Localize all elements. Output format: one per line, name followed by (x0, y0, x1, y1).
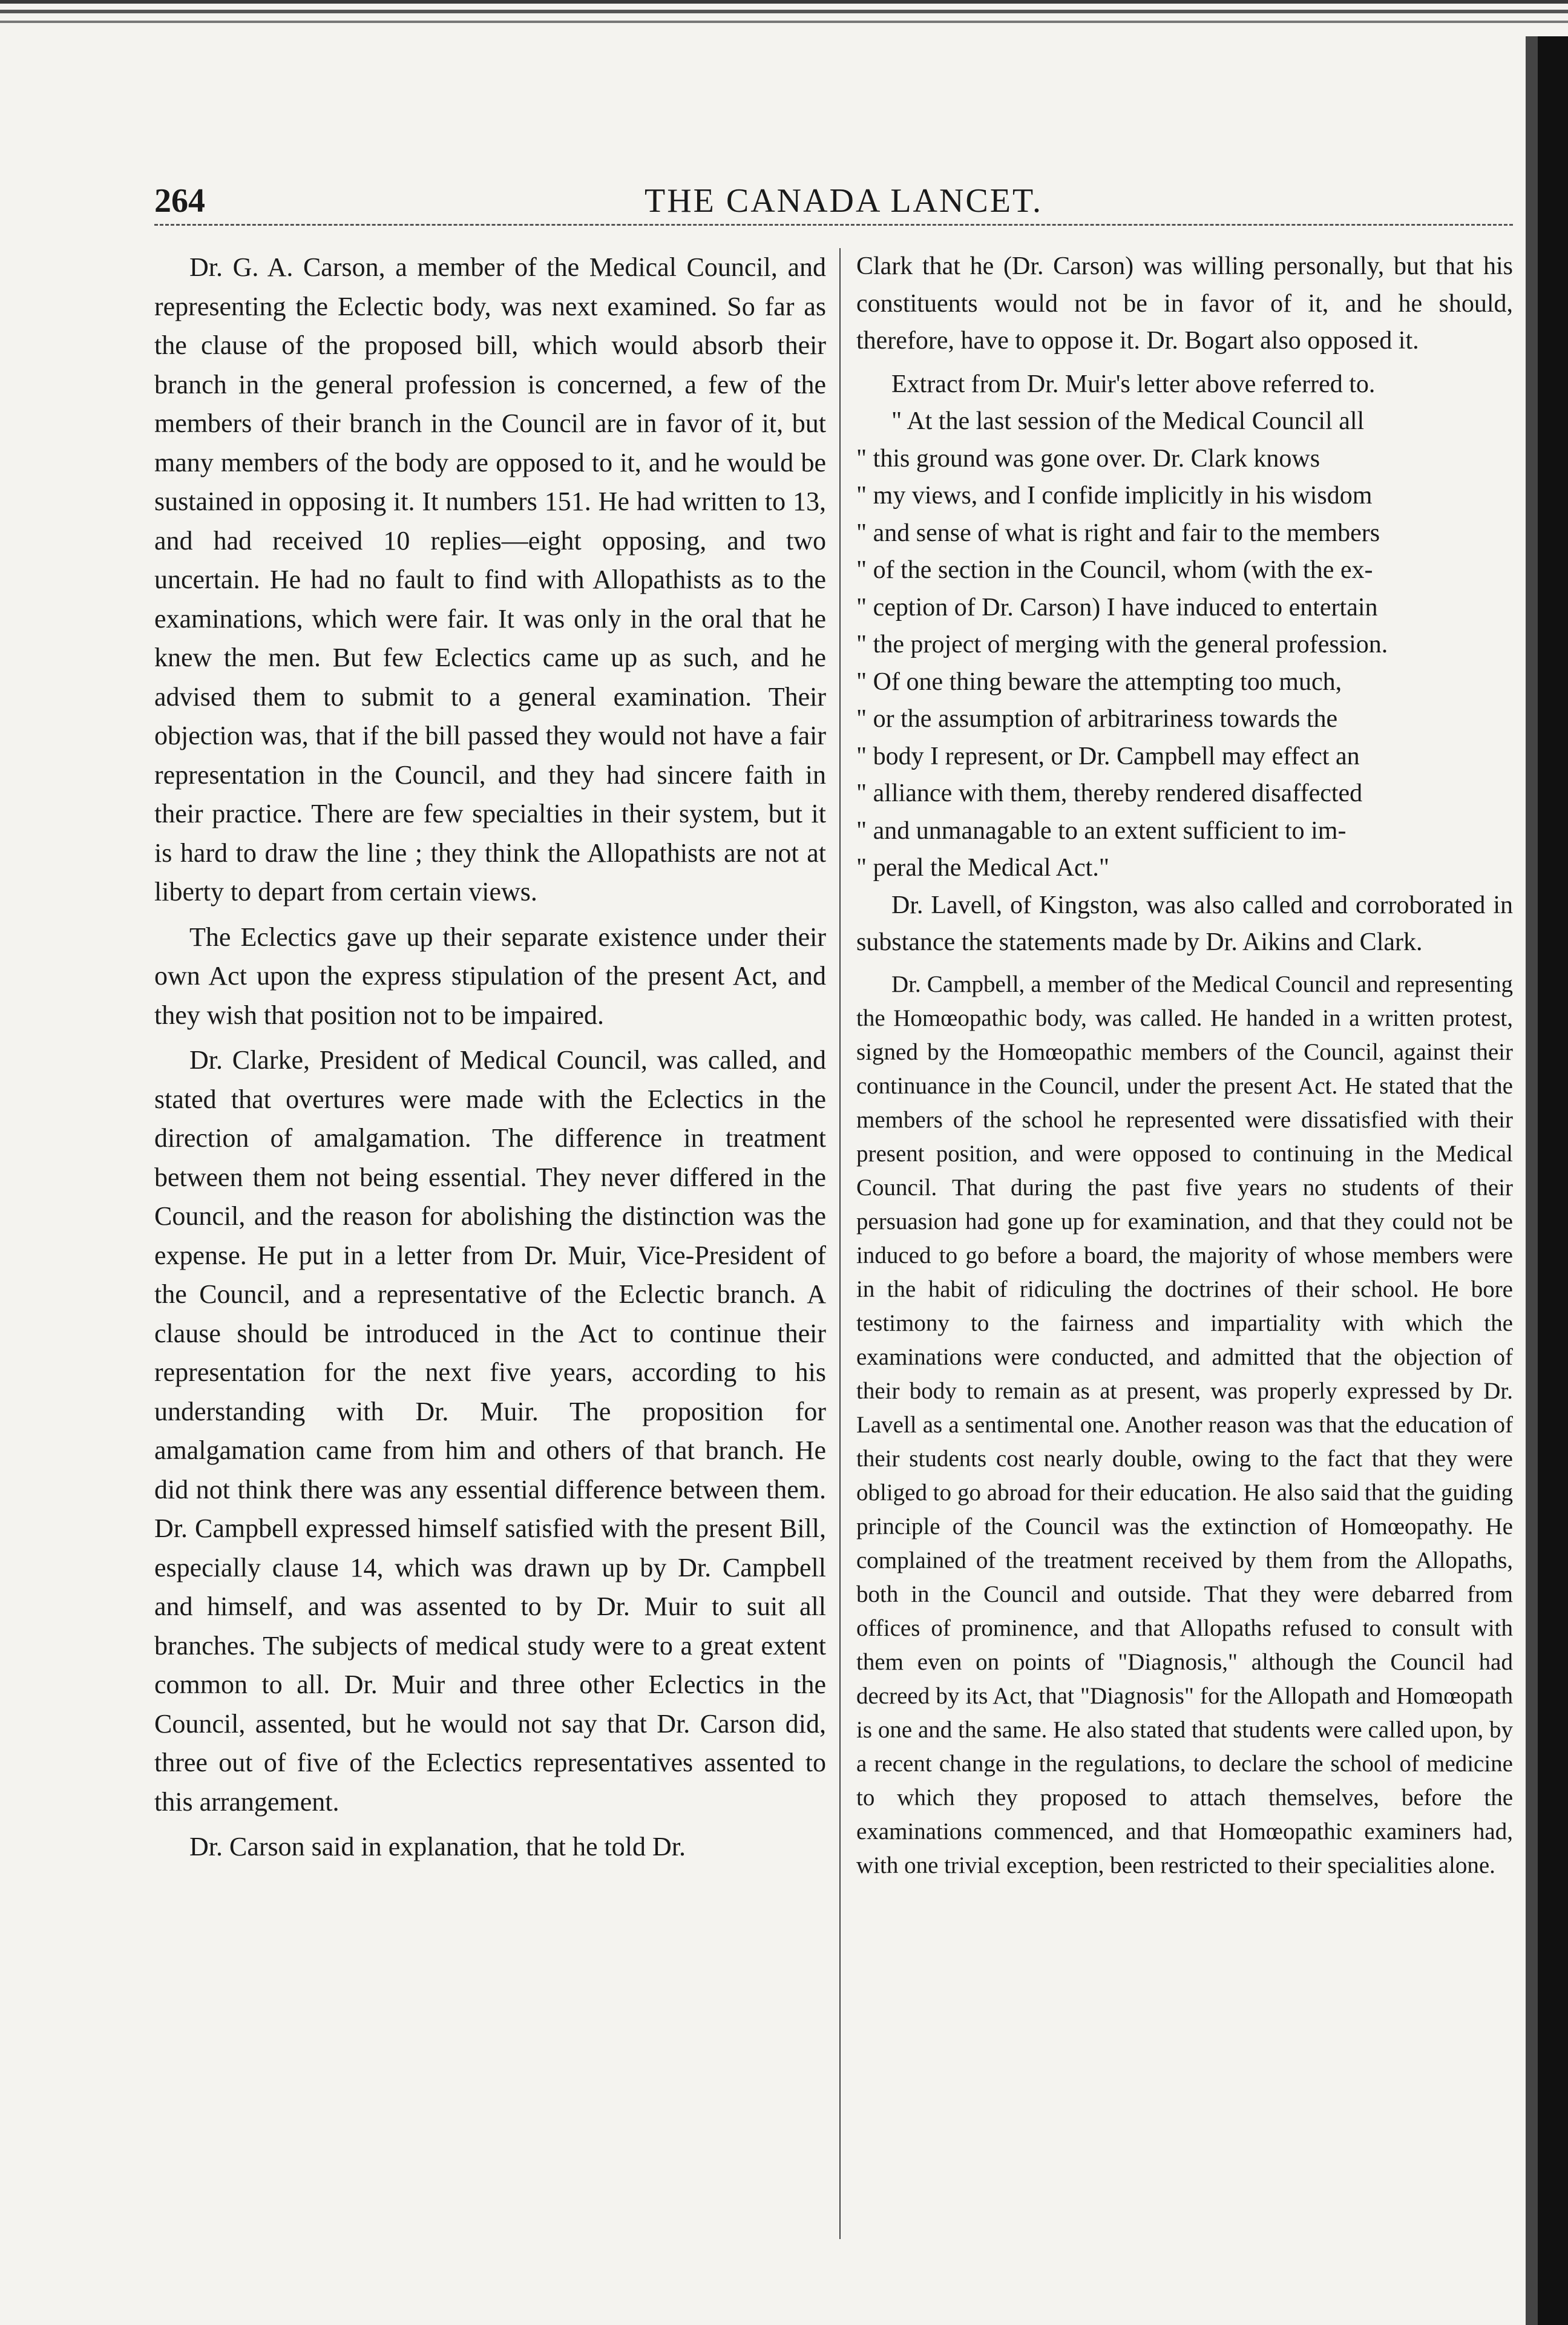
extract-heading: Extract from Dr. Muir's letter above referred to. (891, 370, 1376, 398)
quote-line: " body I represent, or Dr. Campbell may effect an (856, 742, 1360, 770)
quote-line: " my views, and I confide implicitly in his wisdom (856, 482, 1373, 510)
quote-line: " the project of merging with the general profession. (856, 631, 1388, 658)
paragraph-carson-examined: Dr. G. A. Carson, a member of the Medical Council, and representing the Eclectic body, was next examined. So far as the clause of the proposed bill, which would absorb their branch in the general profession is concerned, a few of the members of their branch in the Council are in favor of it, but many members of the body are opposed to it, and he would be sustained in opposing it. It numbers 151. He had written to 13, and had received 10 replies—eight opposing, and two uncertain. He had no fault to find with Allopathists as to the examinations, which were fair. It was only in the oral that he knew the men. But few Eclectics came up as such, and he advised them to submit to a general examination. Their objection was, that if the bill passed they would not have a fair representation in the Council, and they had sincere faith in their practice. There are few specialties in their system, but it is hard to draw the line ; they think the Allopathists are not at liberty to depart from certain views. (154, 252, 826, 907)
paragraph-continuation: Clark that he (Dr. Carson) was willing personally, but that his constituents would not be in favor of it, and he should, therefore, have to oppose it. Dr. Bogart also opposed it. (856, 252, 1513, 355)
quote-line: " peral the Medical Act." (856, 854, 1109, 882)
quote-line: " Of one thing beware the attempting too much, (856, 667, 1342, 696)
muir-letter-quote (856, 403, 1513, 887)
header-rule (154, 224, 1513, 226)
quote-line: " or the assumption of arbitrariness towards the (856, 705, 1338, 733)
quote-line: " ception of Dr. Carson) I have induced to entertain (856, 593, 1378, 621)
text-columns (154, 248, 1513, 2239)
paragraph-campbell-protest: Dr. Campbell, a member of the Medical Council and representing the Homœopathic body, was called. He handed in a written protest, signed by the Homœopathic members of the Council, against their continuance in the Council, under the present Act. He stated that the members of the school he represented were dissatisfied with their present position, and were opposed to continuing in the Medical Council. That during the past five years no students of their persuasion had gone up for examination, and that they could not be induced to go before a board, the majority of whose members were in the habit of ridiculing the doctrines of their school. He bore testimony to the fairness and impartiality with which the examinations were conducted, and admitted that the objection of their body to remain as at present, was properly expressed by Dr. Lavell as a sentimental one. Another reason was that the education of their students cost nearly double, owing to the fact that they were obliged to go abroad for their education. He also said that the guiding principle of the Council was the extinction of Homœopathy. He complained of the treatment received by them from the Allopaths, both in the Council and outside. That they were debarred from offices of prominence, and that Allopaths refused to consult with them even on points of "Diagnosis," although the Council had decreed by its Act, that "Diagnosis" for the Allopath and Homœopath is one and the same. He also stated that students were called upon, by a recent change in the regulations, to declare the school of medicine to which they proposed to attach themselves, before the examinations commenced, and that Homœopathic examiners had, with one trivial exception, been restricted to their specialities alone. (856, 971, 1513, 1878)
page-number: 264 (154, 182, 205, 220)
quote-line: " this ground was gone over. Dr. Clark knows (856, 444, 1320, 473)
quote-line: " of the section in the Council, whom (with the ex- (856, 556, 1373, 584)
paragraph-carson-explanation: Dr. Carson said in explanation, that he told Dr. (189, 1832, 686, 1861)
quote-line: " and sense of what is right and fair to the members (856, 519, 1380, 547)
quote-line: " At the last session of the Medical Council all (891, 407, 1365, 435)
paragraph-lavell: Dr. Lavell, of Kingston, was also called and corroborated in substance the statements made by Dr. Aikins and Clark. (856, 891, 1513, 956)
binding-shadow (1526, 36, 1568, 2325)
quote-line: " alliance with them, thereby rendered disaffected (856, 779, 1363, 807)
top-page-rule (0, 0, 1568, 38)
paragraph-eclectics-stipulation: The Eclectics gave up their separate existence under their own Act upon the express stipulation of the present Act, and they wish that position not to be impaired. (154, 922, 826, 1030)
page-header (154, 175, 1513, 230)
column-divider (839, 248, 841, 2239)
quote-line: " and unmanagable to an extent sufficient to im- (856, 816, 1347, 845)
running-title: THE CANADA LANCET. (645, 182, 1043, 220)
right-column (856, 248, 1513, 2239)
left-column (154, 248, 826, 2239)
paragraph-clarke-testimony: Dr. Clarke, President of Medical Council, was called, and stated that overtures were made with the Eclectics in the direction of amalgamation. The difference in treatment between them not being essential. They never differed in the Council, and the reason for abolishing the distinction was the expense. He put in a letter from Dr. Muir, Vice-President of the Council, and a representative of the Eclectic branch. A clause should be introduced in the Act to continue their representation for the next five years, according to his understanding with Dr. Muir. The proposition for amalgamation came from him and others of that branch. He did not think there was any essential difference between them. Dr. Campbell expressed himself satisfied with the present Bill, especially clause 14, which was drawn up by Dr. Campbell and himself, and was assented to by Dr. Muir to suit all branches. The subjects of medical study were to a great extent common to all. Dr. Muir and three other Eclectics in the Council, assented, but he would not say that Dr. Carson did, three out of five of the Eclectics representatives assented to this arrangement. (154, 1045, 826, 1817)
